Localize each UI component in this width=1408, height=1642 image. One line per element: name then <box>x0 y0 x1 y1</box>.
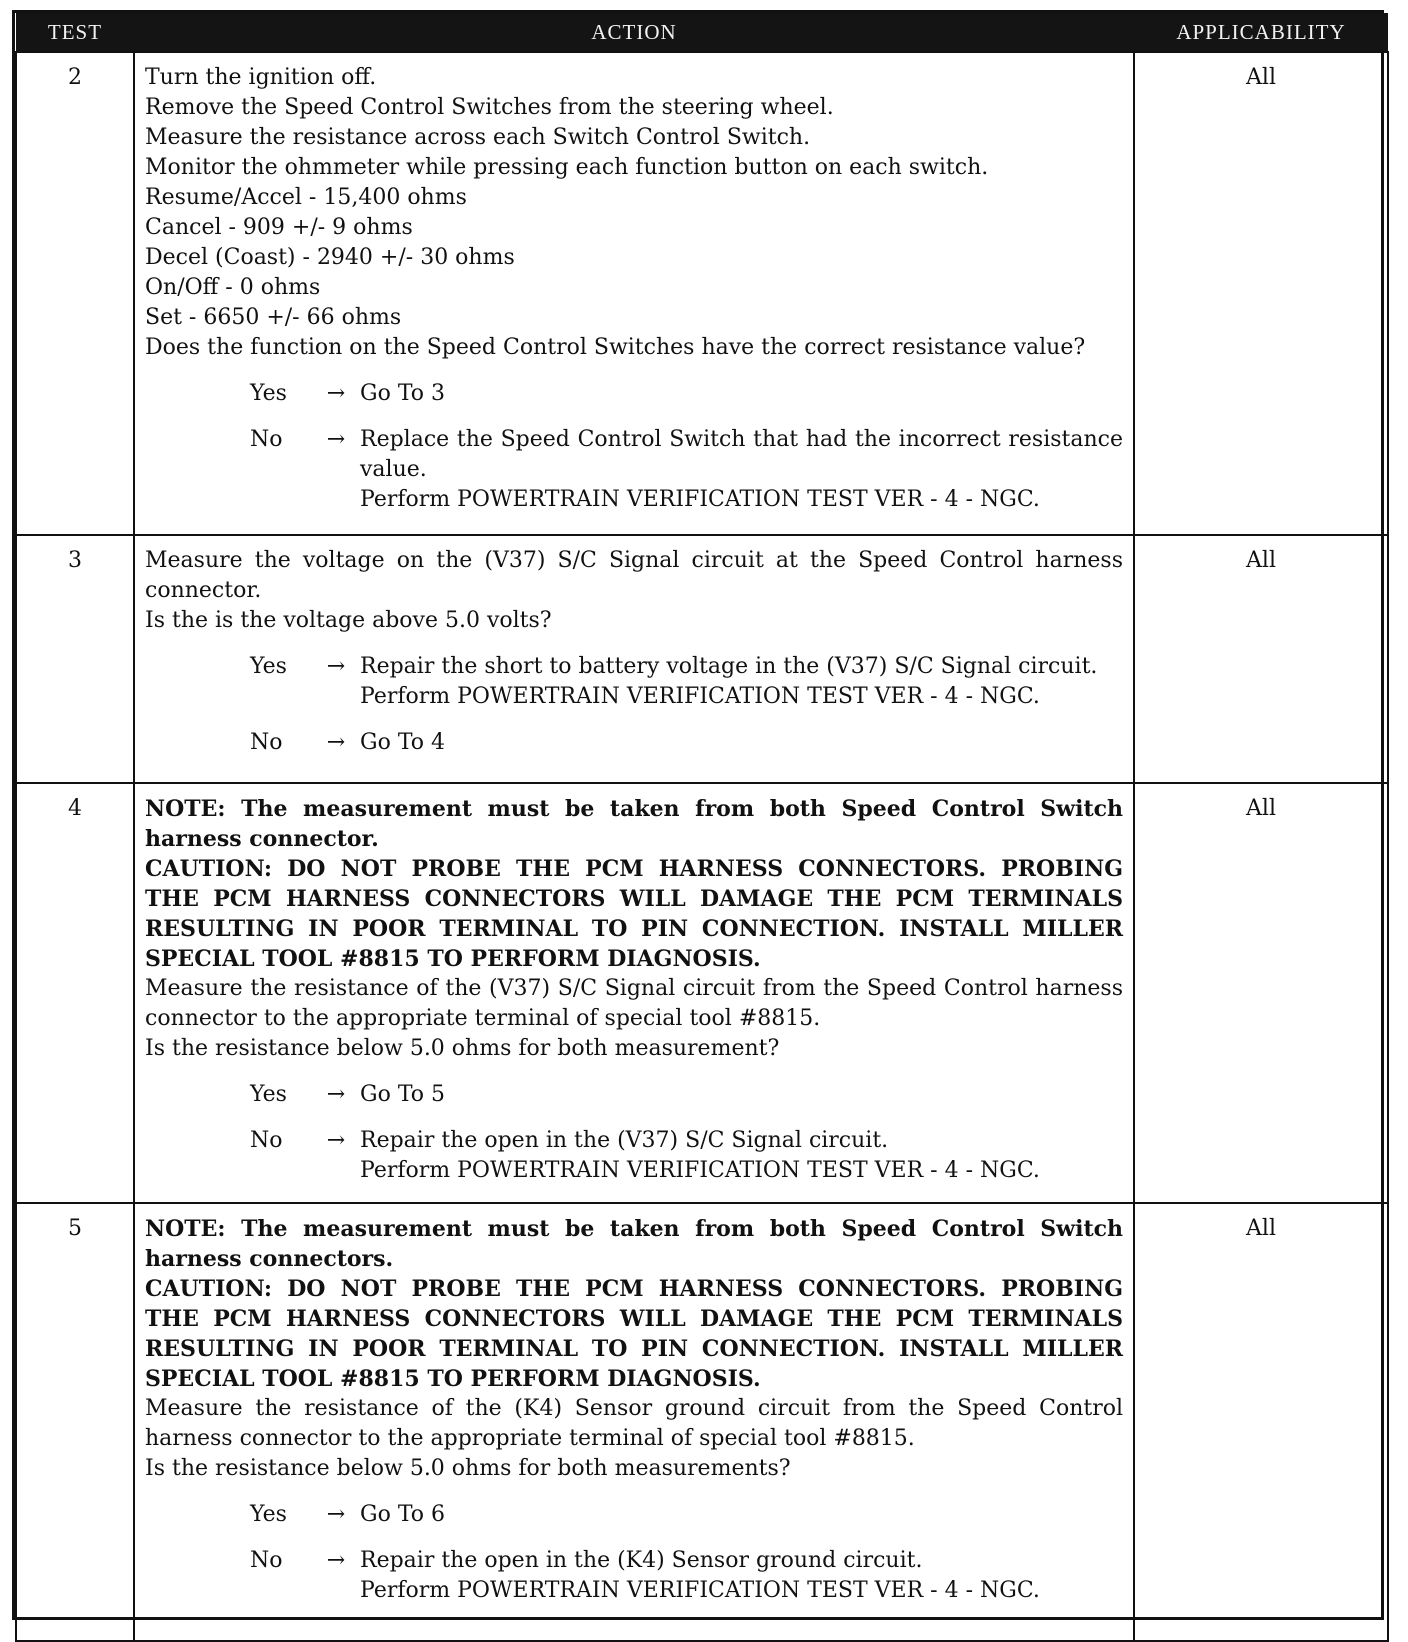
no-result-line: Perform POWERTRAIN VERIFICATION TEST VER - 4 - NGC. <box>360 1158 1040 1183</box>
action-line: On/Off - 0 ohms <box>145 275 321 300</box>
no-result-line: Perform POWERTRAIN VERIFICATION TEST VER - 4 - NGC. <box>360 1578 1040 1603</box>
right-arrow-icon: → <box>326 654 346 679</box>
no-branch <box>145 425 1123 515</box>
no-label: No <box>250 1128 283 1153</box>
action-line: Measure the resistance of the (K4) Sensor ground circuit from the Speed Control harness connector to the appropriate terminal of special tool #8815. <box>145 1396 1123 1451</box>
note-text: NOTE: The measurement must be taken from both Speed Control Switch harness connectors. <box>145 1216 1123 1272</box>
yes-result: Go To 5 <box>360 1082 446 1107</box>
header-row <box>16 13 1388 52</box>
test-number: 2 <box>16 52 134 535</box>
table-row-test-3 <box>16 535 1388 783</box>
yes-label: Yes <box>250 654 287 679</box>
no-branch <box>145 1126 1123 1186</box>
no-result: Go To 4 <box>360 730 446 755</box>
no-result-line: Repair the open in the (K4) Sensor ground circuit. <box>360 1548 923 1573</box>
right-arrow-icon: → <box>326 1502 346 1527</box>
action-cell <box>134 783 1134 1203</box>
action-line: Measure the voltage on the (V37) S/C Signal circuit at the Speed Control harness connector. <box>145 548 1123 603</box>
no-result <box>360 1126 1123 1186</box>
table-row-test-5 <box>16 1203 1388 1641</box>
applicability-value: All <box>1134 535 1388 783</box>
action-line: Remove the Speed Control Switches from the steering wheel. <box>145 95 834 120</box>
header-action: ACTION <box>134 13 1134 52</box>
yes-result-line: Perform POWERTRAIN VERIFICATION TEST VER - 4 - NGC. <box>360 684 1040 709</box>
action-line: Does the function on the Speed Control Switches have the correct resistance value? <box>145 335 1086 360</box>
procedure-table <box>15 13 1389 1642</box>
yes-branch <box>145 652 1123 712</box>
no-result <box>360 1546 1123 1606</box>
right-arrow-icon: → <box>326 381 346 406</box>
yes-label: Yes <box>250 1082 287 1107</box>
right-arrow-icon: → <box>326 1128 346 1153</box>
action-line: Cancel - 909 +/- 9 ohms <box>145 215 413 240</box>
yes-result <box>360 652 1123 712</box>
no-result-line: Perform POWERTRAIN VERIFICATION TEST VER - 4 - NGC. <box>360 487 1040 512</box>
right-arrow-icon: → <box>326 1548 346 1573</box>
right-arrow-icon: → <box>326 730 346 755</box>
no-result-line: Replace the Speed Control Switch that had the incorrect resistance value. <box>360 427 1123 482</box>
test-number: 5 <box>16 1203 134 1641</box>
no-branch <box>145 728 1123 758</box>
no-label: No <box>250 427 283 452</box>
table-row-test-4 <box>16 783 1388 1203</box>
action-line: Resume/Accel - 15,400 ohms <box>145 185 467 210</box>
right-arrow-icon: → <box>326 427 346 452</box>
test-number: 3 <box>16 535 134 783</box>
note-text: NOTE: The measurement must be taken from both Speed Control Switch harness connector. <box>145 796 1123 852</box>
yes-result-line: Repair the short to battery voltage in the (V37) S/C Signal circuit. <box>360 654 1098 679</box>
right-arrow-icon: → <box>326 1082 346 1107</box>
applicability-value: All <box>1134 52 1388 535</box>
header-applicability: APPLICABILITY <box>1134 13 1388 52</box>
yes-branch <box>145 1080 1123 1110</box>
action-line: Measure the resistance of the (V37) S/C Signal circuit from the Speed Control harness connector to the appropriate terminal of special tool #8815. <box>145 976 1123 1031</box>
no-result <box>360 425 1123 515</box>
applicability-value: All <box>1134 1203 1388 1641</box>
yes-label: Yes <box>250 381 287 406</box>
action-cell <box>134 1203 1134 1641</box>
caution-text: CAUTION: DO NOT PROBE THE PCM HARNESS CONNECTORS. PROBING THE PCM HARNESS CONNECTORS WILL DAMAGE THE PCM TERMINALS RESULTING IN POOR TERMINAL TO PIN CONNECTION. INSTALL MILLER SPECIAL TOOL #8815 TO PERFORM DIAGNOSIS. <box>145 856 1123 972</box>
action-line: Monitor the ohmmeter while pressing each function button on each switch. <box>145 155 989 180</box>
yes-branch <box>145 379 1123 409</box>
yes-result: Go To 3 <box>360 381 446 406</box>
action-line: Decel (Coast) - 2940 +/- 30 ohms <box>145 245 515 270</box>
table-row-test-2 <box>16 52 1388 535</box>
no-branch <box>145 1546 1123 1606</box>
applicability-value: All <box>1134 783 1388 1203</box>
procedure-table-frame <box>12 10 1384 1620</box>
yes-label: Yes <box>250 1502 287 1527</box>
header-test: TEST <box>16 13 134 52</box>
yes-branch <box>145 1500 1123 1530</box>
no-label: No <box>250 1548 283 1573</box>
action-line: Set - 6650 +/- 66 ohms <box>145 305 402 330</box>
action-line: Is the resistance below 5.0 ohms for both measurements? <box>145 1456 791 1481</box>
action-cell <box>134 52 1134 535</box>
action-line: Is the is the voltage above 5.0 volts? <box>145 608 552 633</box>
action-line: Turn the ignition off. <box>145 65 377 90</box>
caution-text: CAUTION: DO NOT PROBE THE PCM HARNESS CONNECTORS. PROBING THE PCM HARNESS CONNECTORS WILL DAMAGE THE PCM TERMINALS RESULTING IN POOR TERMINAL TO PIN CONNECTION. INSTALL MILLER SPECIAL TOOL #8815 TO PERFORM DIAGNOSIS. <box>145 1276 1123 1392</box>
no-label: No <box>250 730 283 755</box>
test-number: 4 <box>16 783 134 1203</box>
action-cell <box>134 535 1134 783</box>
action-line: Measure the resistance across each Switch Control Switch. <box>145 125 811 150</box>
no-result-line: Repair the open in the (V37) S/C Signal circuit. <box>360 1128 889 1153</box>
yes-result: Go To 6 <box>360 1502 446 1527</box>
action-line: Is the resistance below 5.0 ohms for both measurement? <box>145 1036 780 1061</box>
